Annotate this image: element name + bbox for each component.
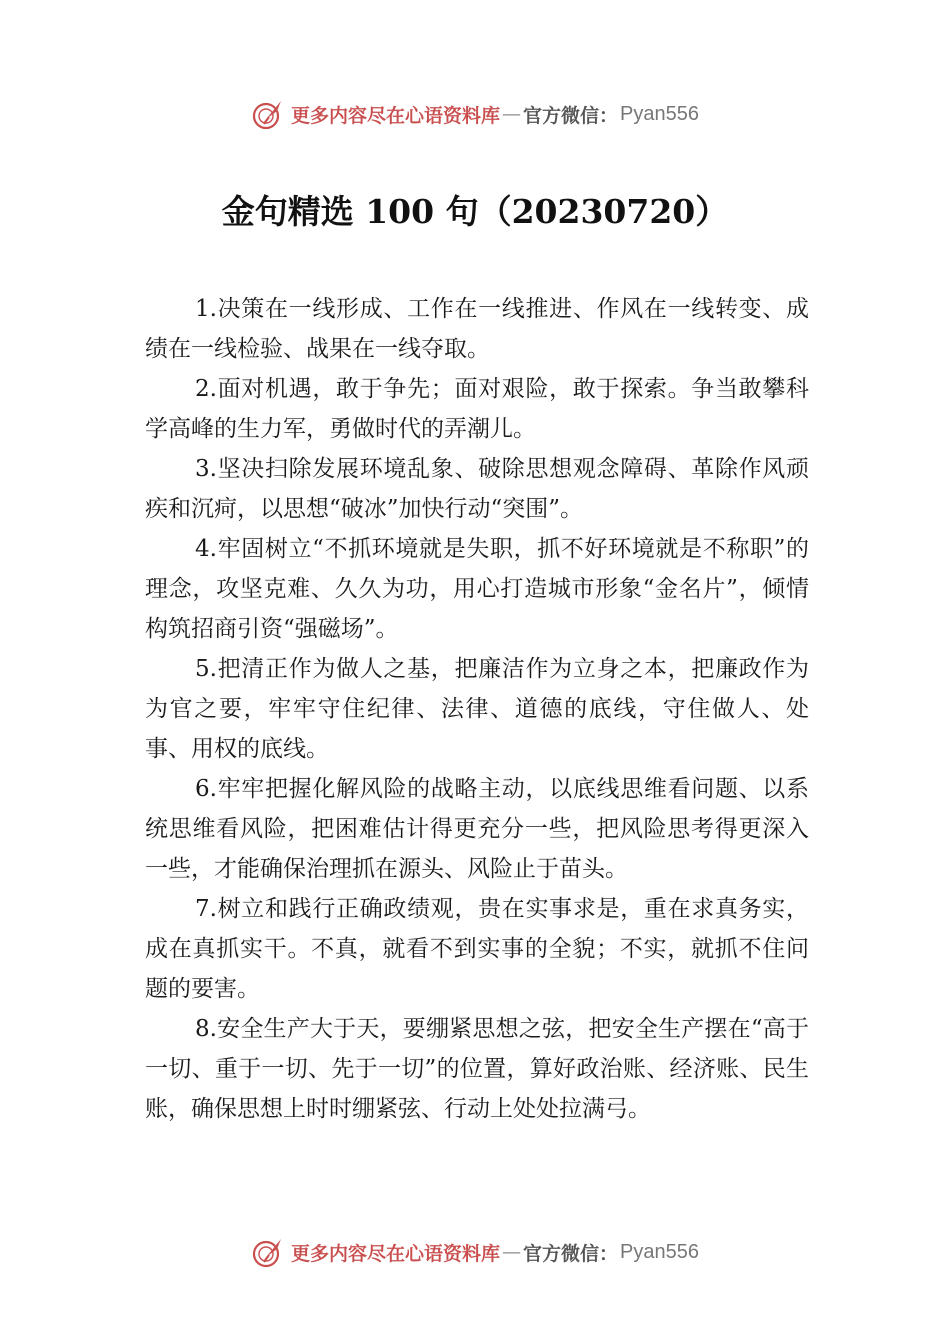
paragraph-6: 6.牢牢把握化解风险的战略主动，以底线思维看问题、以系统思维看风险，把困难估计得更充分一些，把风险思考得更深入一些，才能确保治理抓在源头、风险止于苗头。 <box>145 776 809 882</box>
paragraph-7: 7.树立和践行正确政绩观，贵在实事求是，重在求真务实，成在真抓实干。不真，就看不到实事的全貌；不实，就抓不住问题的要害。 <box>145 896 809 1002</box>
watermark-wechat-id: Pyan556 <box>620 102 699 125</box>
quill-logo-icon <box>251 1235 285 1269</box>
document-title: 金句精选 100 句（20230720） <box>221 192 729 231</box>
paragraph-8: 8.安全生产大于天，要绷紧思想之弦，把安全生产摆在“高于一切、重于一切、先于一切”的位置，算好政治账、经济账、民生账，确保思想上时时绷紧弦、行动上处处拉满弓。 <box>145 1016 809 1122</box>
paragraph-3: 3.坚决扫除发展环境乱象、破除思想观念障碍、革除作风顽疾和沉疴，以思想“破冰”加快行动“突围”。 <box>145 456 809 522</box>
paragraph-4: 4.牢固树立“不抓环境就是失职，抓不好环境就是不称职”的理念，攻坚克难、久久为功，用心打造城市形象“金名片”，倾情构筑招商引资“强磁场”。 <box>145 536 809 642</box>
watermark-site-text: 更多内容尽在心语资料库 <box>291 1242 501 1265</box>
quill-logo-icon <box>251 97 285 131</box>
document-body <box>145 289 809 1129</box>
paragraph-2: 2.面对机遇，敢于争先；面对艰险，敢于探索。争当敢攀科学高峰的生力军，勇做时代的弄潮儿。 <box>145 376 809 442</box>
header-watermark <box>0 94 950 134</box>
watermark-site-text: 更多内容尽在心语资料库 <box>291 104 501 127</box>
watermark-wechat-id: Pyan556 <box>620 1240 699 1263</box>
watermark-wechat-label: 官方微信： <box>523 1242 619 1265</box>
watermark-separator: — <box>502 103 522 125</box>
watermark-separator: — <box>502 1241 522 1263</box>
paragraph-5: 5.把清正作为做人之基，把廉洁作为立身之本，把廉政作为为官之要，牢牢守住纪律、法律、道德的底线，守住做人、处事、用权的底线。 <box>145 656 809 762</box>
footer-watermark <box>0 1232 950 1272</box>
paragraph-1: 1.决策在一线形成、工作在一线推进、作风在一线转变、成绩在一线检验、战果在一线夺取。 <box>145 296 809 362</box>
watermark-wechat-label: 官方微信： <box>523 104 619 127</box>
